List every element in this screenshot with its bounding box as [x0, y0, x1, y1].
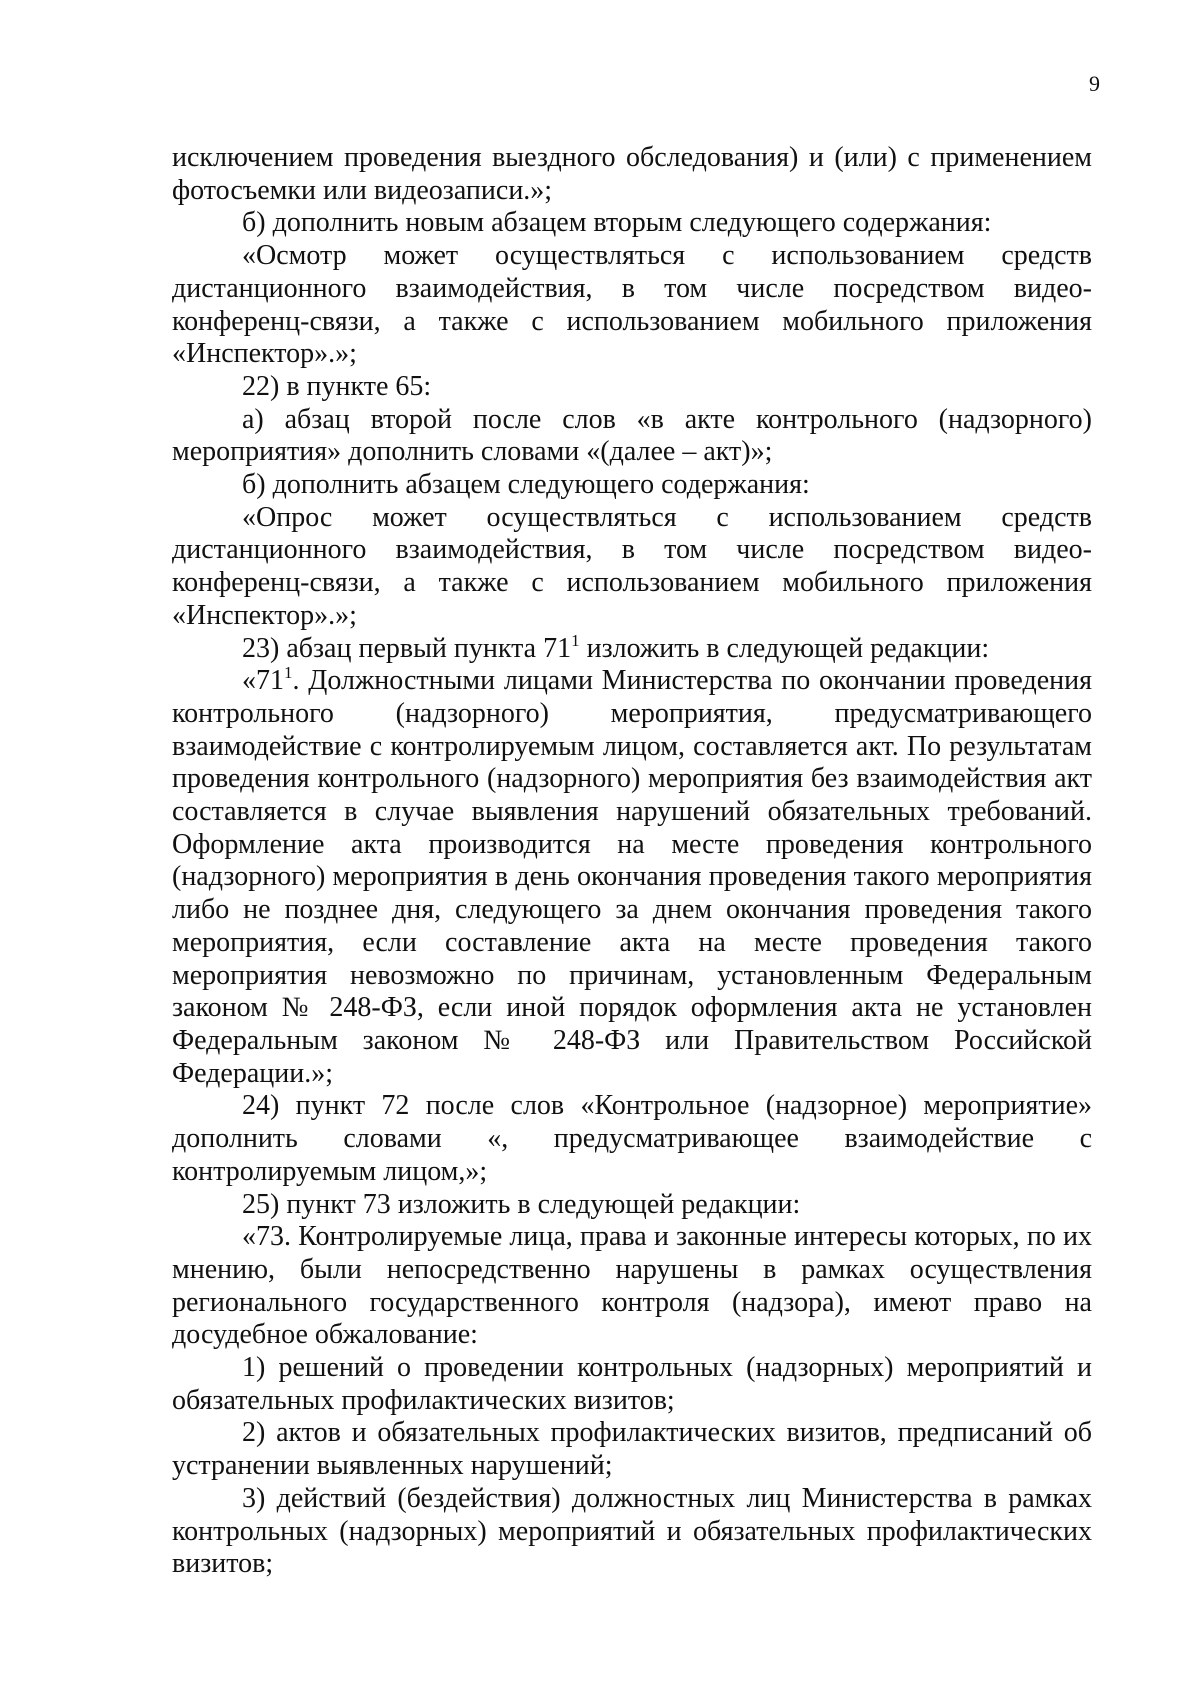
paragraph-text: изложить в следующей редакции:	[579, 632, 990, 664]
paragraph: а) абзац второй после слов «в акте контрольного (надзорного) мероприятия» дополнить словами «(далее – акт)»;	[172, 403, 1092, 468]
paragraph: 3) действий (бездействия) должностных лиц Министерства в рамках контрольных (надзорных) мероприятий и обязательных профилактических визитов;	[172, 1482, 1092, 1580]
paragraph	[172, 665, 1092, 1090]
paragraph: 24) пункт 72 после слов «Контрольное (надзорное) мероприятие» дополнить словами «, предусматривающее взаимодействие с контролируемым лицом,»;	[172, 1090, 1092, 1187]
paragraph-text: . Должностными лицами Министерства по окончании проведения контрольного (надзорного) мероприятия, предусматривающего взаимодействие с контролируемым лицом, составляется акт. По результатам проведения контрольного (надзорного) мероприятия без взаимодействия акт составляется в случае выявления нарушений обязательных требований. Оформление акта производится на месте проведения контрольного (надзорного) мероприятия в день окончания проведения такого мероприятия либо не позднее дня, следующего за днем окончания проведения такого мероприятия, если составление акта на месте проведения такого мероприятия невозможно по причинам, установленным Федеральным законом № 248-ФЗ, если иной порядок оформления акта не установлен Федеральным законом № 248-ФЗ или Правительством Российской Федерации.»;	[172, 665, 1092, 1089]
superscript: 1	[571, 630, 580, 650]
paragraph: 2) актов и обязательных профилактических визитов, предписаний об устранении выявленных нарушений;	[172, 1417, 1092, 1482]
paragraph-text: «71	[242, 665, 284, 697]
paragraph-text: 23) абзац первый пункта 71	[242, 632, 572, 664]
paragraph: 25) пункт 73 изложить в следующей редакции:	[242, 1188, 801, 1220]
page-number: 9	[1089, 71, 1100, 96]
paragraph: 1) решений о проведении контрольных (надзорных) мероприятий и обязательных профилактических визитов;	[172, 1352, 1092, 1416]
paragraph: «73. Контролируемые лица, права и законные интересы которых, по их мнению, были непосредственно нарушены в рамках осуществления регионального государственного контроля (надзора), имеют право на досудебное обжалование:	[172, 1221, 1092, 1351]
superscript: 1	[284, 663, 293, 683]
paragraph: б) дополнить новым абзацем вторым следующего содержания:	[242, 207, 992, 239]
paragraph: 22) в пункте 65:	[242, 370, 432, 402]
document-body	[172, 142, 1092, 1581]
paragraph: б) дополнить абзацем следующего содержания:	[242, 469, 810, 501]
paragraph: «Осмотр может осуществляться с использованием средств дистанционного взаимодействия, в том числе посредством видео-конференц-связи, а также с использованием мобильного приложения «Инспектор».»;	[172, 240, 1092, 370]
paragraph-continuation: исключением проведения выездного обследования) и (или) с применением фотосъемки или видеозаписи.»;	[172, 142, 1092, 206]
paragraph	[172, 630, 1092, 666]
paragraph: «Опрос может осуществляться с использованием средств дистанционного взаимодействия, в том числе посредством видео-конференц-связи, а также с использованием мобильного приложения «Инспектор».»;	[172, 501, 1092, 631]
